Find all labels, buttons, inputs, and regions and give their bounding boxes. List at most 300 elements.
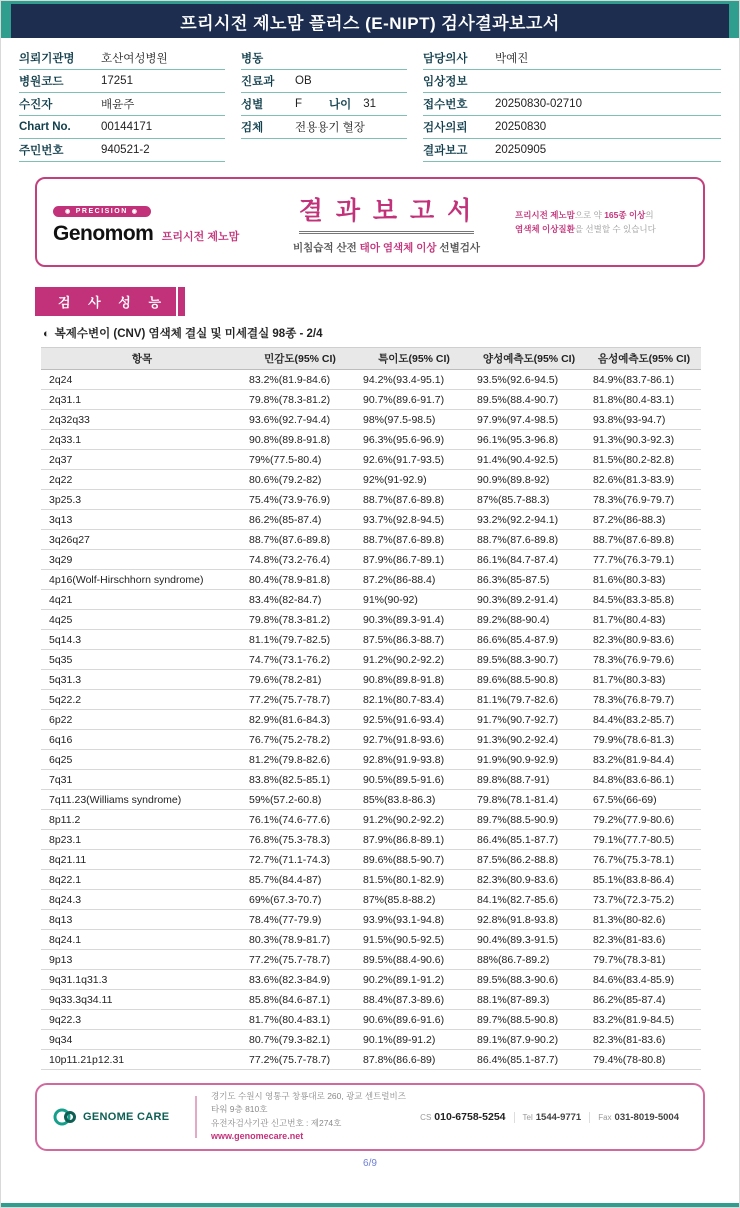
contact-cs: CS 010-6758-5254 — [420, 1111, 506, 1123]
table-cell: 82.3%(81-83.6) — [587, 1030, 701, 1050]
field-label: 검사의뢰 — [423, 122, 468, 134]
table-cell: 96.1%(95.3-96.8) — [471, 430, 587, 450]
table-cell: 5q22.2 — [41, 690, 243, 710]
field-label: 담당의사 — [423, 53, 468, 65]
table-cell: 77.2%(75.7-78.7) — [243, 1050, 357, 1070]
table-cell: 89.1%(87.9-90.2) — [471, 1030, 587, 1050]
promo-highlight: 프리시전 제노맘 — [515, 210, 575, 221]
table-cell: 90.5%(89.5-91.6) — [357, 770, 471, 790]
table-cell: 85%(83.8-86.3) — [357, 790, 471, 810]
field-value: 20250830 — [495, 121, 547, 133]
table-row — [41, 890, 701, 910]
table-cell: 81.7%(80.3-83) — [587, 670, 701, 690]
table-cell: 90.2%(89.1-91.2) — [357, 970, 471, 990]
table-row — [41, 650, 701, 670]
promo-highlight: 염색체 이상질환 — [515, 224, 575, 234]
table-cell: 77.2%(75.7-78.7) — [243, 950, 357, 970]
field-value: 31 — [363, 98, 377, 110]
table-row — [41, 970, 701, 990]
patient-row — [19, 70, 225, 93]
table-row — [41, 470, 701, 490]
table-cell: 2q32q33 — [41, 410, 243, 430]
table-cell: 91.9%(90.9-92.9) — [471, 750, 587, 770]
table-cell: 78.4%(77-79.9) — [243, 910, 357, 930]
table-cell: 83.6%(82.3-84.9) — [243, 970, 357, 990]
table-cell: 89.7%(88.5-90.8) — [471, 1010, 587, 1030]
table-cell: 87.9%(86.7-89.1) — [357, 550, 471, 570]
table-cell: 86.1%(84.7-87.4) — [471, 550, 587, 570]
table-row — [41, 430, 701, 450]
table-cell: 90.8%(89.8-91.8) — [243, 430, 357, 450]
table-cell: 3q29 — [41, 550, 243, 570]
table-cell: 89.8%(88.7-91) — [471, 770, 587, 790]
genomecare-logo-icon — [53, 1105, 77, 1129]
table-cell: 91.4%(90.4-92.5) — [471, 450, 587, 470]
table-cell: 8q24.3 — [41, 890, 243, 910]
table-row — [41, 550, 701, 570]
table-cell: 89.5%(88.4-90.6) — [357, 950, 471, 970]
table-cell: 92.5%(91.6-93.4) — [357, 710, 471, 730]
table-cell: 3q26q27 — [41, 530, 243, 550]
table-cell: 76.8%(75.3-78.3) — [243, 830, 357, 850]
table-cell: 2q22 — [41, 470, 243, 490]
bottom-accent-bar — [1, 1203, 739, 1207]
patient-row — [19, 139, 225, 162]
table-cell: 92.7%(91.8-93.6) — [357, 730, 471, 750]
table-cell: 86.6%(85.4-87.9) — [471, 630, 587, 650]
table-cell: 91.3%(90.3-92.3) — [587, 430, 701, 450]
table-row — [41, 730, 701, 750]
table-cell: 75.4%(73.9-76.9) — [243, 490, 357, 510]
table-cell: 91.2%(90.2-92.2) — [357, 810, 471, 830]
column-header: 항목 — [41, 348, 243, 370]
report-subtitle-text: 비침습적 산전 — [292, 242, 360, 254]
table-row — [41, 770, 701, 790]
table-cell: 81.5%(80.2-82.8) — [587, 450, 701, 470]
table-cell: 88.7%(87.6-89.8) — [243, 530, 357, 550]
patient-row — [241, 47, 407, 70]
table-cell: 90.8%(89.8-91.8) — [357, 670, 471, 690]
table-row — [41, 490, 701, 510]
table-cell: 9q22.3 — [41, 1010, 243, 1030]
table-cell: 90.7%(89.6-91.7) — [357, 390, 471, 410]
field-value: 17251 — [101, 75, 133, 87]
patient-row — [19, 47, 225, 70]
table-cell: 85.8%(84.6-87.1) — [243, 990, 357, 1010]
table-subtitle-text: 복제수변이 (CNV) 염색체 결실 및 미세결실 98종 - 2/4 — [54, 328, 323, 340]
table-row — [41, 1030, 701, 1050]
table-cell: 92%(91-92.9) — [357, 470, 471, 490]
table-cell: 85.7%(84.4-87) — [243, 870, 357, 890]
patient-row — [423, 93, 721, 116]
report-title: 결 과 보 고 서 — [299, 191, 475, 234]
field-label: 병원코드 — [19, 76, 64, 88]
table-cell: 78.3%(76.9-79.7) — [587, 490, 701, 510]
table-row — [41, 370, 701, 390]
table-row — [41, 690, 701, 710]
report-title-block — [258, 191, 515, 255]
table-cell: 86.2%(85-87.4) — [243, 510, 357, 530]
patient-row — [241, 70, 407, 93]
table-cell: 84.1%(82.7-85.6) — [471, 890, 587, 910]
table-row — [41, 850, 701, 870]
table-cell: 81.1%(79.7-82.5) — [243, 630, 357, 650]
table-row — [41, 710, 701, 730]
table-cell: 88.7%(87.6-89.8) — [357, 490, 471, 510]
table-cell: 87.2%(86-88.3) — [587, 510, 701, 530]
promo-text-part: 의 — [645, 210, 654, 221]
performance-table — [41, 347, 701, 1070]
table-cell: 90.4%(89.3-91.5) — [471, 930, 587, 950]
table-cell: 79.6%(78.2-81) — [243, 670, 357, 690]
table-cell: 79.8%(78.1-81.4) — [471, 790, 587, 810]
table-row — [41, 570, 701, 590]
table-cell: 5q31.3 — [41, 670, 243, 690]
brand-line — [53, 222, 258, 246]
table-cell: 72.7%(71.1-74.3) — [243, 850, 357, 870]
field-label: 수진자 — [19, 99, 53, 111]
table-cell: 82.3%(80.9-83.6) — [471, 870, 587, 890]
table-cell: 9p13 — [41, 950, 243, 970]
table-cell: 80.7%(79.3-82.1) — [243, 1030, 357, 1050]
address-line-2: 유전자검사기관 신고번호 : 제274호 — [211, 1117, 342, 1128]
genomecare-logo — [53, 1105, 191, 1129]
table-cell: 2q31.1 — [41, 390, 243, 410]
table-row — [41, 790, 701, 810]
table-cell: 89.6%(88.5-90.7) — [357, 850, 471, 870]
table-cell: 76.7%(75.3-78.1) — [587, 850, 701, 870]
table-cell: 10p11.21p12.31 — [41, 1050, 243, 1070]
patient-row — [19, 93, 225, 116]
table-cell: 84.6%(83.4-85.9) — [587, 970, 701, 990]
table-cell: 4q25 — [41, 610, 243, 630]
table-row — [41, 1010, 701, 1030]
promo-text-part: 으로 약 — [574, 210, 605, 221]
table-cell: 8q22.1 — [41, 870, 243, 890]
table-row — [41, 990, 701, 1010]
table-row — [41, 830, 701, 850]
table-cell: 6q25 — [41, 750, 243, 770]
page-title: 프리시전 제노맘 플러스 (E-NIPT) 검사결과보고서 — [180, 13, 560, 33]
brand-name-korean: 프리시전 제노맘 — [161, 231, 240, 243]
website-url: www.genomecare.net — [211, 1130, 304, 1141]
genomecare-logo-text: GENOME CARE — [83, 1111, 170, 1123]
table-cell: 67.5%(66-69) — [587, 790, 701, 810]
table-cell: 6q16 — [41, 730, 243, 750]
table-cell: 79.8%(78.3-81.2) — [243, 610, 357, 630]
header-bar — [1, 1, 739, 38]
table-cell: 86.4%(85.1-87.7) — [471, 1050, 587, 1070]
table-cell: 4p16(Wolf-Hirschhorn syndrome) — [41, 570, 243, 590]
patient-row — [423, 116, 721, 139]
table-cell: 79.4%(78-80.8) — [587, 1050, 701, 1070]
table-cell: 8q24.1 — [41, 930, 243, 950]
field-value: 20250830-02710 — [495, 98, 582, 110]
table-cell: 81.8%(80.4-83.1) — [587, 390, 701, 410]
promo-highlight: 165종 이상 — [604, 210, 646, 221]
field-label: 진료과 — [241, 76, 275, 88]
column-header: 민감도(95% CI) — [243, 348, 357, 370]
table-cell: 88.4%(87.3-89.6) — [357, 990, 471, 1010]
table-cell: 81.1%(79.7-82.6) — [471, 690, 587, 710]
table-cell: 82.3%(81-83.6) — [587, 930, 701, 950]
table-row — [41, 610, 701, 630]
footer-box — [35, 1083, 705, 1151]
patient-row — [19, 116, 225, 139]
footer-contacts — [412, 1111, 687, 1123]
section-label-test-performance: 검 사 성 능 — [35, 287, 185, 316]
table-cell: 8p23.1 — [41, 830, 243, 850]
table-row — [41, 630, 701, 650]
column-header: 양성예측도(95% CI) — [471, 348, 587, 370]
table-row — [41, 510, 701, 530]
table-cell: 87.5%(86.3-88.7) — [357, 630, 471, 650]
table-cell: 6p22 — [41, 710, 243, 730]
table-cell: 87%(85.8-88.2) — [357, 890, 471, 910]
field-label: Chart No. — [19, 121, 71, 133]
field-value: 배윤주 — [101, 99, 135, 111]
table-cell: 81.6%(80.3-83) — [587, 570, 701, 590]
table-cell: 81.5%(80.1-82.9) — [357, 870, 471, 890]
table-cell: 82.9%(81.6-84.3) — [243, 710, 357, 730]
table-cell: 74.7%(73.1-76.2) — [243, 650, 357, 670]
table-cell: 87.5%(86.2-88.8) — [471, 850, 587, 870]
promo-text-part: 을 선별할 수 있습니다 — [574, 224, 656, 234]
table-cell: 90.9%(89.8-92) — [471, 470, 587, 490]
table-cell: 97.9%(97.4-98.5) — [471, 410, 587, 430]
table-cell: 81.3%(80-82.6) — [587, 910, 701, 930]
table-cell: 89.5%(88.3-90.7) — [471, 650, 587, 670]
table-cell: 83.2%(81.9-84.5) — [587, 1010, 701, 1030]
table-row — [41, 910, 701, 930]
field-value: 호산여성병원 — [101, 53, 168, 65]
address-line-1: 경기도 수원시 영통구 창룡대로 260, 광교 센트럴비즈타워 9층 810호 — [211, 1091, 406, 1115]
table-cell: 9q31.1q31.3 — [41, 970, 243, 990]
table-cell: 3p25.3 — [41, 490, 243, 510]
table-cell: 86.3%(85-87.5) — [471, 570, 587, 590]
table-cell: 79.2%(77.9-80.6) — [587, 810, 701, 830]
table-cell: 9q34 — [41, 1030, 243, 1050]
field-value: 00144171 — [101, 121, 153, 133]
patient-row — [423, 70, 721, 93]
patient-row — [423, 139, 721, 162]
field-label: 임상정보 — [423, 76, 468, 88]
table-cell: 93.2%(92.2-94.1) — [471, 510, 587, 530]
table-cell: 87.8%(86.6-89) — [357, 1050, 471, 1070]
patient-info — [1, 38, 739, 164]
field-value: 전용용기 혈장 — [295, 122, 365, 134]
table-header-row — [41, 348, 701, 370]
table-cell: 84.9%(83.7-86.1) — [587, 370, 701, 390]
table-cell: 87.9%(86.8-89.1) — [357, 830, 471, 850]
table-cell: 92.8%(91.8-93.8) — [471, 910, 587, 930]
table-cell: 77.7%(76.3-79.1) — [587, 550, 701, 570]
table-cell: 84.4%(83.2-85.7) — [587, 710, 701, 730]
table-cell: 88.7%(87.6-89.8) — [357, 530, 471, 550]
report-subtitle-highlight: 태아 염색체 이상 — [359, 242, 437, 254]
patient-info-column-middle — [241, 47, 407, 162]
table-cell: 90.3%(89.3-91.4) — [357, 610, 471, 630]
field-label: 의뢰기관명 — [19, 53, 75, 65]
table-cell: 7q31 — [41, 770, 243, 790]
table-cell: 83.8%(82.5-85.1) — [243, 770, 357, 790]
table-cell: 89.6%(88.5-90.8) — [471, 670, 587, 690]
report-subtitle — [258, 240, 515, 255]
patient-row — [241, 93, 407, 116]
table-cell: 9q33.3q34.11 — [41, 990, 243, 1010]
table-cell: 5q14.3 — [41, 630, 243, 650]
table-cell: 93.8%(93-94.7) — [587, 410, 701, 430]
field-value: 940521-2 — [101, 144, 150, 156]
table-cell: 91.2%(90.2-92.2) — [357, 650, 471, 670]
half-circle-icon: ◐ — [43, 328, 50, 340]
table-cell: 73.7%(72.3-75.2) — [587, 890, 701, 910]
table-cell: 83.2%(81.9-84.6) — [243, 370, 357, 390]
table-cell: 4q21 — [41, 590, 243, 610]
table-cell: 80.3%(78.9-81.7) — [243, 930, 357, 950]
table-cell: 91.3%(90.2-92.4) — [471, 730, 587, 750]
table-row — [41, 450, 701, 470]
table-cell: 74.8%(73.2-76.4) — [243, 550, 357, 570]
table-cell: 89.2%(88-90.4) — [471, 610, 587, 630]
table-cell: 80.4%(78.9-81.8) — [243, 570, 357, 590]
promo-line-2 — [515, 223, 687, 237]
table-row — [41, 930, 701, 950]
patient-info-column-right — [423, 47, 721, 162]
table-cell: 84.5%(83.3-85.8) — [587, 590, 701, 610]
table-cell: 79.8%(78.3-81.2) — [243, 390, 357, 410]
field-value: 20250905 — [495, 144, 547, 156]
table-cell: 79%(77.5-80.4) — [243, 450, 357, 470]
table-cell: 2q33.1 — [41, 430, 243, 450]
table-cell: 91.5%(90.5-92.5) — [357, 930, 471, 950]
table-row — [41, 750, 701, 770]
field-value: OB — [295, 75, 312, 87]
table-row — [41, 670, 701, 690]
footer-address — [211, 1090, 412, 1143]
table-cell: 7q11.23(Williams syndrome) — [41, 790, 243, 810]
table-cell: 8q21.11 — [41, 850, 243, 870]
table-row — [41, 810, 701, 830]
table-row — [41, 590, 701, 610]
table-row — [41, 950, 701, 970]
table-cell: 92.6%(91.7-93.5) — [357, 450, 471, 470]
genomom-logo — [53, 200, 258, 246]
table-row — [41, 1050, 701, 1070]
table-cell: 83.2%(81.9-84.4) — [587, 750, 701, 770]
table-cell: 87%(85.7-88.3) — [471, 490, 587, 510]
precision-badge: ◉ PRECISION ◉ — [53, 206, 151, 217]
table-cell: 90.3%(89.2-91.4) — [471, 590, 587, 610]
table-subtitle — [43, 325, 699, 341]
table-cell: 87.2%(86-88.4) — [357, 570, 471, 590]
table-cell: 98%(97.5-98.5) — [357, 410, 471, 430]
table-cell: 79.9%(78.6-81.3) — [587, 730, 701, 750]
table-cell: 84.8%(83.6-86.1) — [587, 770, 701, 790]
table-cell: 81.7%(80.4-83) — [587, 610, 701, 630]
table-cell: 78.3%(76.8-79.7) — [587, 690, 701, 710]
field-label: 성별 — [241, 99, 264, 111]
table-cell: 88%(86.7-89.2) — [471, 950, 587, 970]
table-cell: 93.6%(92.7-94.4) — [243, 410, 357, 430]
table-cell: 93.5%(92.6-94.5) — [471, 370, 587, 390]
field-value: F — [295, 98, 303, 110]
brand-name: Genomom — [53, 222, 154, 245]
table-cell: 8p11.2 — [41, 810, 243, 830]
table-cell: 86.4%(85.1-87.7) — [471, 830, 587, 850]
promo-line-1 — [515, 209, 687, 223]
field-label: 주민번호 — [19, 145, 64, 157]
footer-divider — [195, 1096, 197, 1138]
table-cell: 3q13 — [41, 510, 243, 530]
table-cell: 88.1%(87-89.3) — [471, 990, 587, 1010]
table-cell: 93.7%(92.8-94.5) — [357, 510, 471, 530]
table-cell: 76.1%(74.6-77.6) — [243, 810, 357, 830]
patient-info-column-left — [19, 47, 225, 162]
table-cell: 89.5%(88.3-90.6) — [471, 970, 587, 990]
table-cell: 79.7%(78.3-81) — [587, 950, 701, 970]
table-cell: 91.7%(90.7-92.7) — [471, 710, 587, 730]
table-cell: 59%(57.2-60.8) — [243, 790, 357, 810]
column-header: 음성예측도(95% CI) — [587, 348, 701, 370]
field-label: 결과보고 — [423, 145, 468, 157]
field-label: 나이 — [329, 99, 352, 111]
table-cell: 81.7%(80.4-83.1) — [243, 1010, 357, 1030]
table-cell: 69%(67.3-70.7) — [243, 890, 357, 910]
page-number: 6/9 — [363, 1158, 377, 1169]
table-row — [41, 390, 701, 410]
table-row — [41, 870, 701, 890]
header-bar-inner — [11, 4, 729, 38]
table-row — [41, 530, 701, 550]
table-cell: 79.1%(77.7-80.5) — [587, 830, 701, 850]
contact-fax: Fax 031-8019-5004 — [589, 1112, 687, 1123]
table-cell: 80.6%(79.2-82) — [243, 470, 357, 490]
table-cell: 89.5%(88.4-90.7) — [471, 390, 587, 410]
table-cell: 90.1%(89-91.2) — [357, 1030, 471, 1050]
table-cell: 78.3%(76.9-79.6) — [587, 650, 701, 670]
report-subtitle-text: 선별검사 — [436, 242, 481, 254]
table-cell: 90.6%(89.6-91.6) — [357, 1010, 471, 1030]
table-cell: 92.8%(91.9-93.8) — [357, 750, 471, 770]
table-cell: 2q37 — [41, 450, 243, 470]
table-cell: 82.1%(80.7-83.4) — [357, 690, 471, 710]
contact-tel: Tel 1544-9771 — [514, 1112, 590, 1123]
field-label: 접수번호 — [423, 99, 468, 111]
patient-row — [241, 116, 407, 139]
table-cell: 88.7%(87.6-89.8) — [471, 530, 587, 550]
table-cell: 2q24 — [41, 370, 243, 390]
column-header: 특이도(95% CI) — [357, 348, 471, 370]
table-cell: 8q13 — [41, 910, 243, 930]
table-cell: 81.2%(79.8-82.6) — [243, 750, 357, 770]
table-cell: 89.7%(88.5-90.9) — [471, 810, 587, 830]
field-value: 박예진 — [495, 53, 529, 65]
field-label: 병동 — [241, 53, 264, 65]
table-row — [41, 410, 701, 430]
table-cell: 91%(90-92) — [357, 590, 471, 610]
table-cell: 83.4%(82-84.7) — [243, 590, 357, 610]
table-cell: 86.2%(85-87.4) — [587, 990, 701, 1010]
table-cell: 85.1%(83.8-86.4) — [587, 870, 701, 890]
table-cell: 76.7%(75.2-78.2) — [243, 730, 357, 750]
table-cell: 82.3%(80.9-83.6) — [587, 630, 701, 650]
patient-row — [423, 47, 721, 70]
result-report-box — [35, 177, 705, 267]
table-cell: 88.7%(87.6-89.8) — [587, 530, 701, 550]
table-cell: 82.6%(81.3-83.9) — [587, 470, 701, 490]
field-label: 검체 — [241, 122, 264, 134]
